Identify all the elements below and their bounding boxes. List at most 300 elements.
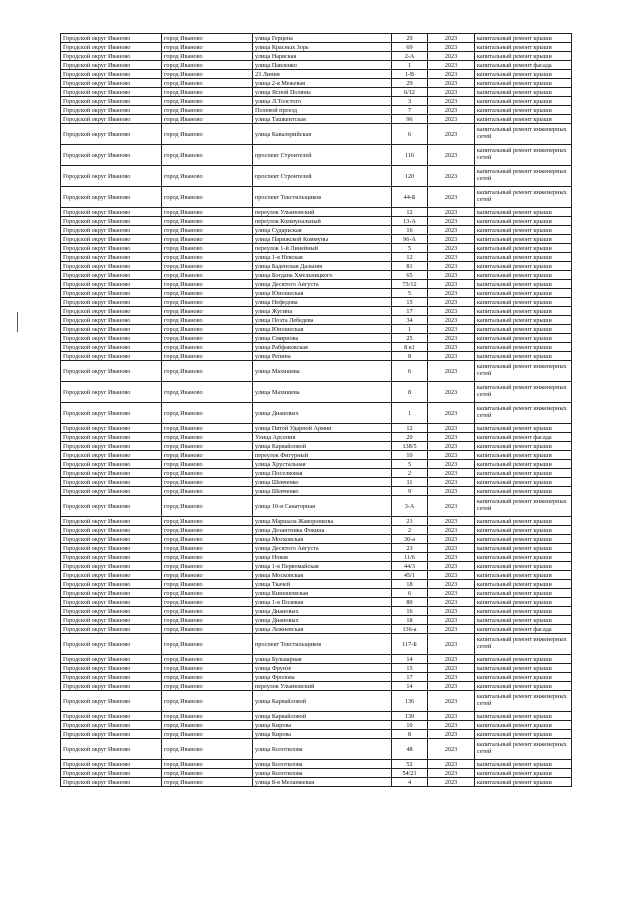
cell-city: город Иваново xyxy=(162,721,253,730)
cell-city: город Иваново xyxy=(162,70,253,79)
table-body xyxy=(61,34,572,787)
table-row xyxy=(61,664,572,673)
table-row xyxy=(61,271,572,280)
cell-district: Городской округ Иваново xyxy=(61,451,162,460)
cell-district: Городской округ Иваново xyxy=(61,580,162,589)
cell-house: 52 xyxy=(392,760,428,769)
cell-street: улица Бульварная xyxy=(253,655,392,664)
cell-year: 2023 xyxy=(428,361,475,382)
cell-district: Городской округ Иваново xyxy=(61,253,162,262)
table-row xyxy=(61,562,572,571)
cell-city: город Иваново xyxy=(162,730,253,739)
cell-city: город Иваново xyxy=(162,43,253,52)
cell-work-type: капитальный ремонт инженерных сетей xyxy=(475,145,572,166)
cell-city: город Иваново xyxy=(162,226,253,235)
cell-work-type: капитальный ремонт инженерных сетей xyxy=(475,739,572,760)
cell-house: 1-В xyxy=(392,70,428,79)
cell-year: 2023 xyxy=(428,769,475,778)
table-row xyxy=(61,253,572,262)
cell-city: город Иваново xyxy=(162,634,253,655)
cell-work-type: капитальный ремонт крыши xyxy=(475,712,572,721)
cell-district: Городской округ Иваново xyxy=(61,316,162,325)
cell-district: Городской округ Иваново xyxy=(61,244,162,253)
cell-district: Городской округ Иваново xyxy=(61,682,162,691)
cell-year: 2023 xyxy=(428,460,475,469)
cell-house: 117-Б xyxy=(392,634,428,655)
cell-city: город Иваново xyxy=(162,271,253,280)
cell-year: 2023 xyxy=(428,145,475,166)
cell-city: город Иваново xyxy=(162,316,253,325)
table-row xyxy=(61,655,572,664)
cell-district: Городской округ Иваново xyxy=(61,124,162,145)
cell-work-type: капитальный ремонт крыши xyxy=(475,553,572,562)
cell-district: Городской округ Иваново xyxy=(61,526,162,535)
cell-year: 2023 xyxy=(428,562,475,571)
cell-street: улица Герцена xyxy=(253,34,392,43)
table-row xyxy=(61,166,572,187)
table-row xyxy=(61,478,572,487)
cell-house: 8 xyxy=(392,352,428,361)
cell-district: Городской округ Иваново xyxy=(61,382,162,403)
cell-district: Городской округ Иваново xyxy=(61,478,162,487)
table-row xyxy=(61,97,572,106)
cell-work-type: капитальный ремонт крыши xyxy=(475,451,572,460)
cell-work-type: капитальный ремонт крыши xyxy=(475,352,572,361)
cell-district: Городской округ Иваново xyxy=(61,496,162,517)
cell-street: улица Махишева xyxy=(253,361,392,382)
cell-year: 2023 xyxy=(428,721,475,730)
cell-house: 8 xyxy=(392,730,428,739)
cell-district: Городской округ Иваново xyxy=(61,433,162,442)
cell-year: 2023 xyxy=(428,496,475,517)
cell-house: 29 xyxy=(392,34,428,43)
cell-city: город Иваново xyxy=(162,625,253,634)
cell-house: 5 xyxy=(392,244,428,253)
cell-city: город Иваново xyxy=(162,451,253,460)
cell-district: Городской округ Иваново xyxy=(61,145,162,166)
cell-street: улица Лежневская xyxy=(253,625,392,634)
cell-street: улица Десятого Августа xyxy=(253,280,392,289)
table-row xyxy=(61,535,572,544)
table-row xyxy=(61,217,572,226)
cell-year: 2023 xyxy=(428,61,475,70)
cell-street: улица Красных Зорь xyxy=(253,43,392,52)
cell-house: 17 xyxy=(392,307,428,316)
cell-city: город Иваново xyxy=(162,382,253,403)
table-row xyxy=(61,343,572,352)
cell-street: улица Юношеская xyxy=(253,289,392,298)
cell-district: Городской округ Иваново xyxy=(61,487,162,496)
cell-work-type: капитальный ремонт крыши xyxy=(475,616,572,625)
table-row xyxy=(61,487,572,496)
cell-work-type: капитальный ремонт крыши xyxy=(475,289,572,298)
cell-city: город Иваново xyxy=(162,460,253,469)
cell-work-type: капитальный ремонт крыши xyxy=(475,526,572,535)
cell-city: город Иваново xyxy=(162,361,253,382)
cell-work-type: капитальный ремонт крыши xyxy=(475,664,572,673)
cell-district: Городской округ Иваново xyxy=(61,79,162,88)
cell-year: 2023 xyxy=(428,88,475,97)
table-row xyxy=(61,778,572,787)
table-row xyxy=(61,451,572,460)
table-row xyxy=(61,553,572,562)
cell-year: 2023 xyxy=(428,691,475,712)
cell-house: 69 xyxy=(392,43,428,52)
cell-district: Городской округ Иваново xyxy=(61,469,162,478)
cell-work-type: капитальный ремонт крыши xyxy=(475,208,572,217)
cell-street: улица Диановых xyxy=(253,616,392,625)
cell-city: город Иваново xyxy=(162,52,253,61)
cell-work-type: капитальный ремонт крыши xyxy=(475,424,572,433)
cell-work-type: капитальный ремонт крыши xyxy=(475,598,572,607)
cell-year: 2023 xyxy=(428,607,475,616)
cell-house: 3-А xyxy=(392,496,428,517)
cell-street: улица Фролова xyxy=(253,673,392,682)
cell-house: 44-Б xyxy=(392,187,428,208)
cell-city: город Иваново xyxy=(162,166,253,187)
table-row xyxy=(61,691,572,712)
cell-city: город Иваново xyxy=(162,433,253,442)
cell-district: Городской округ Иваново xyxy=(61,70,162,79)
cell-year: 2023 xyxy=(428,739,475,760)
cell-city: город Иваново xyxy=(162,97,253,106)
cell-work-type: капитальный ремонт крыши xyxy=(475,115,572,124)
table-row xyxy=(61,235,572,244)
cell-work-type: капитальный ремонт инженерных сетей xyxy=(475,187,572,208)
cell-street: улица Л.Толстого xyxy=(253,97,392,106)
table-row xyxy=(61,598,572,607)
table-row xyxy=(61,361,572,382)
table-row xyxy=(61,307,572,316)
cell-city: город Иваново xyxy=(162,616,253,625)
cell-work-type: капитальный ремонт крыши xyxy=(475,517,572,526)
cell-year: 2023 xyxy=(428,307,475,316)
cell-year: 2023 xyxy=(428,187,475,208)
cell-district: Городской округ Иваново xyxy=(61,739,162,760)
cell-work-type: капитальный ремонт крыши xyxy=(475,334,572,343)
cell-street: переулок Ульяновский xyxy=(253,208,392,217)
cell-city: город Иваново xyxy=(162,115,253,124)
cell-house: 21 xyxy=(392,517,428,526)
cell-house: 2 xyxy=(392,526,428,535)
cell-year: 2023 xyxy=(428,664,475,673)
cell-city: город Иваново xyxy=(162,553,253,562)
cell-city: город Иваново xyxy=(162,352,253,361)
cell-work-type: капитальный ремонт инженерных сетей xyxy=(475,403,572,424)
cell-house: 11/6 xyxy=(392,553,428,562)
cell-street: проспект Текстильщиков xyxy=(253,634,392,655)
cell-house: 138/5 xyxy=(392,442,428,451)
cell-year: 2023 xyxy=(428,244,475,253)
cell-district: Городской округ Иваново xyxy=(61,442,162,451)
cell-district: Городской округ Иваново xyxy=(61,187,162,208)
cell-district: Городской округ Иваново xyxy=(61,289,162,298)
cell-city: город Иваново xyxy=(162,571,253,580)
table-row xyxy=(61,298,572,307)
cell-house: 12 xyxy=(392,208,428,217)
cell-work-type: капитальный ремонт крыши xyxy=(475,70,572,79)
table-row xyxy=(61,334,572,343)
cell-street: улица Ткачей xyxy=(253,580,392,589)
cell-house: 14 xyxy=(392,655,428,664)
cell-year: 2023 xyxy=(428,262,475,271)
cell-street: проспект Строителей xyxy=(253,145,392,166)
cell-year: 2023 xyxy=(428,217,475,226)
table-row xyxy=(61,625,572,634)
cell-house: 7 xyxy=(392,106,428,115)
cell-district: Городской округ Иваново xyxy=(61,778,162,787)
cell-street: улица Павленко xyxy=(253,61,392,70)
cell-work-type: капитальный ремонт крыши xyxy=(475,271,572,280)
cell-work-type: капитальный ремонт крыши xyxy=(475,535,572,544)
cell-city: город Иваново xyxy=(162,88,253,97)
table-row xyxy=(61,43,572,52)
table-row xyxy=(61,517,572,526)
table-row xyxy=(61,739,572,760)
cell-year: 2023 xyxy=(428,382,475,403)
cell-city: город Иваново xyxy=(162,778,253,787)
cell-street: переулок Коммунальный xyxy=(253,217,392,226)
cell-year: 2023 xyxy=(428,469,475,478)
cell-city: город Иваново xyxy=(162,769,253,778)
cell-house: 116 xyxy=(392,145,428,166)
cell-city: город Иваново xyxy=(162,106,253,115)
cell-district: Городской округ Иваново xyxy=(61,625,162,634)
cell-house: 5 xyxy=(392,289,428,298)
cell-street: улица 1-я Первомайская xyxy=(253,562,392,571)
table-row xyxy=(61,403,572,424)
cell-city: город Иваново xyxy=(162,262,253,271)
cell-city: город Иваново xyxy=(162,442,253,451)
cell-city: город Иваново xyxy=(162,298,253,307)
cell-street: улица Десятого Августа xyxy=(253,544,392,553)
table-row xyxy=(61,634,572,655)
cell-year: 2023 xyxy=(428,517,475,526)
cell-district: Городской округ Иваново xyxy=(61,721,162,730)
cell-city: город Иваново xyxy=(162,307,253,316)
cell-district: Городской округ Иваново xyxy=(61,298,162,307)
cell-work-type: капитальный ремонт крыши xyxy=(475,226,572,235)
cell-street: улица Кирова xyxy=(253,730,392,739)
cell-street: улица Махишева xyxy=(253,382,392,403)
cell-district: Городской округ Иваново xyxy=(61,760,162,769)
cell-work-type: капитальный ремонт крыши xyxy=(475,769,572,778)
cell-street: улица Кинешемская xyxy=(253,589,392,598)
cell-city: город Иваново xyxy=(162,244,253,253)
cell-district: Городской округ Иваново xyxy=(61,217,162,226)
cell-house: 12 xyxy=(392,253,428,262)
cell-city: город Иваново xyxy=(162,343,253,352)
cell-city: город Иваново xyxy=(162,589,253,598)
table-row xyxy=(61,469,572,478)
cell-city: город Иваново xyxy=(162,544,253,553)
cell-district: Городской округ Иваново xyxy=(61,208,162,217)
cell-house: 15 xyxy=(392,298,428,307)
cell-work-type: капитальный ремонт крыши xyxy=(475,298,572,307)
cell-city: город Иваново xyxy=(162,691,253,712)
table-row xyxy=(61,325,572,334)
cell-street: улица Колотилова xyxy=(253,760,392,769)
cell-district: Городской округ Иваново xyxy=(61,262,162,271)
cell-house: 10 xyxy=(392,451,428,460)
cell-year: 2023 xyxy=(428,79,475,88)
cell-house: 1 xyxy=(392,61,428,70)
cell-house: 136-а xyxy=(392,625,428,634)
cell-house: 80 xyxy=(392,598,428,607)
cell-year: 2023 xyxy=(428,34,475,43)
table-row xyxy=(61,61,572,70)
cell-city: город Иваново xyxy=(162,580,253,589)
cell-district: Городской округ Иваново xyxy=(61,352,162,361)
cell-year: 2023 xyxy=(428,289,475,298)
cell-year: 2023 xyxy=(428,424,475,433)
cell-city: город Иваново xyxy=(162,496,253,517)
cell-work-type: капитальный ремонт крыши xyxy=(475,244,572,253)
cell-year: 2023 xyxy=(428,253,475,262)
cell-district: Городской округ Иваново xyxy=(61,517,162,526)
cell-year: 2023 xyxy=(428,52,475,61)
cell-house: 6 xyxy=(392,361,428,382)
cell-work-type: капитальный ремонт крыши xyxy=(475,478,572,487)
cell-street: улица Новая xyxy=(253,553,392,562)
cell-work-type: капитальный ремонт фасада xyxy=(475,61,572,70)
cell-house: 34 xyxy=(392,316,428,325)
cell-street: улица Кавалерийская xyxy=(253,124,392,145)
cell-work-type: капитальный ремонт крыши xyxy=(475,580,572,589)
cell-work-type: капитальный ремонт инженерных сетей xyxy=(475,634,572,655)
cell-work-type: капитальный ремонт крыши xyxy=(475,34,572,43)
table-row xyxy=(61,682,572,691)
cell-house: 81 xyxy=(392,262,428,271)
table-row xyxy=(61,316,572,325)
cell-house: 120 xyxy=(392,166,428,187)
table-row xyxy=(61,712,572,721)
cell-city: город Иваново xyxy=(162,526,253,535)
cell-street: улица Хрустальная xyxy=(253,460,392,469)
cell-district: Городской округ Иваново xyxy=(61,97,162,106)
table-row xyxy=(61,721,572,730)
cell-work-type: капитальный ремонт крыши xyxy=(475,778,572,787)
cell-street: улица Пятой Ударной Армии xyxy=(253,424,392,433)
cell-street: улица Ясной Поляны xyxy=(253,88,392,97)
cell-year: 2023 xyxy=(428,343,475,352)
cell-house: 8 к1 xyxy=(392,343,428,352)
cell-district: Городской округ Иваново xyxy=(61,334,162,343)
cell-district: Городской округ Иваново xyxy=(61,271,162,280)
cell-house: 136 xyxy=(392,691,428,712)
cell-house: 15 xyxy=(392,664,428,673)
cell-city: город Иваново xyxy=(162,739,253,760)
cell-street: улица Диановых xyxy=(253,403,392,424)
cell-district: Городской округ Иваново xyxy=(61,235,162,244)
cell-city: город Иваново xyxy=(162,334,253,343)
cell-street: улица Кирова xyxy=(253,721,392,730)
cell-street: улица Жугина xyxy=(253,307,392,316)
cell-house: 3 xyxy=(392,97,428,106)
cell-street: проспект Текстильщиков xyxy=(253,187,392,208)
cell-city: город Иваново xyxy=(162,235,253,244)
table-row xyxy=(61,244,572,253)
cell-street: улица Диановых xyxy=(253,607,392,616)
cell-work-type: капитальный ремонт крыши xyxy=(475,52,572,61)
cell-district: Городской округ Иваново xyxy=(61,34,162,43)
cell-house: 48 xyxy=(392,739,428,760)
table-row xyxy=(61,226,572,235)
cell-house: 96-А xyxy=(392,235,428,244)
cell-work-type: капитальный ремонт крыши xyxy=(475,487,572,496)
cell-work-type: капитальный ремонт крыши xyxy=(475,607,572,616)
cell-district: Городской округ Иваново xyxy=(61,571,162,580)
cell-house: 96 xyxy=(392,115,428,124)
table-row xyxy=(61,607,572,616)
cell-house: 139 xyxy=(392,712,428,721)
cell-house: 18 xyxy=(392,580,428,589)
cell-district: Городской округ Иваново xyxy=(61,562,162,571)
cell-work-type: капитальный ремонт крыши xyxy=(475,544,572,553)
cell-district: Городской округ Иваново xyxy=(61,106,162,115)
cell-work-type: капитальный ремонт крыши xyxy=(475,460,572,469)
cell-house: 17 xyxy=(392,673,428,682)
table-row xyxy=(61,760,572,769)
cell-house: 5 xyxy=(392,460,428,469)
cell-city: город Иваново xyxy=(162,607,253,616)
cell-house: 1 xyxy=(392,325,428,334)
cell-year: 2023 xyxy=(428,226,475,235)
cell-city: город Иваново xyxy=(162,145,253,166)
cell-street: улица Фрунзе xyxy=(253,664,392,673)
cell-work-type: капитальный ремонт крыши xyxy=(475,106,572,115)
cell-year: 2023 xyxy=(428,166,475,187)
cell-work-type: капитальный ремонт фасада xyxy=(475,433,572,442)
cell-year: 2023 xyxy=(428,625,475,634)
table-row xyxy=(61,208,572,217)
cell-district: Городской округ Иваново xyxy=(61,166,162,187)
cell-house: 18 xyxy=(392,616,428,625)
table-row xyxy=(61,289,572,298)
cell-year: 2023 xyxy=(428,97,475,106)
cell-district: Городской округ Иваново xyxy=(61,226,162,235)
cell-district: Городской округ Иваново xyxy=(61,460,162,469)
table-row xyxy=(61,52,572,61)
cell-street: Полевой проезд xyxy=(253,106,392,115)
cell-house: 2 xyxy=(392,469,428,478)
cell-city: город Иваново xyxy=(162,424,253,433)
cell-city: город Иваново xyxy=(162,469,253,478)
cell-district: Городской округ Иваново xyxy=(61,403,162,424)
cell-year: 2023 xyxy=(428,730,475,739)
cell-street: улица Смирнова xyxy=(253,334,392,343)
cell-year: 2023 xyxy=(428,433,475,442)
cell-city: город Иваново xyxy=(162,79,253,88)
cell-work-type: капитальный ремонт инженерных сетей xyxy=(475,124,572,145)
cell-year: 2023 xyxy=(428,43,475,52)
cell-work-type: капитальный ремонт крыши xyxy=(475,325,572,334)
cell-city: город Иваново xyxy=(162,34,253,43)
table-row xyxy=(61,70,572,79)
cell-city: город Иваново xyxy=(162,217,253,226)
cell-year: 2023 xyxy=(428,106,475,115)
cell-district: Городской округ Иваново xyxy=(61,655,162,664)
cell-city: город Иваново xyxy=(162,289,253,298)
table-row xyxy=(61,424,572,433)
cell-house: 2-А xyxy=(392,52,428,61)
cell-city: город Иваново xyxy=(162,61,253,70)
cell-house: 65 xyxy=(392,271,428,280)
cell-district: Городской округ Иваново xyxy=(61,769,162,778)
cell-street: улица Маршала Жаворонкова xyxy=(253,517,392,526)
table-row xyxy=(61,106,572,115)
cell-house: 6 xyxy=(392,124,428,145)
